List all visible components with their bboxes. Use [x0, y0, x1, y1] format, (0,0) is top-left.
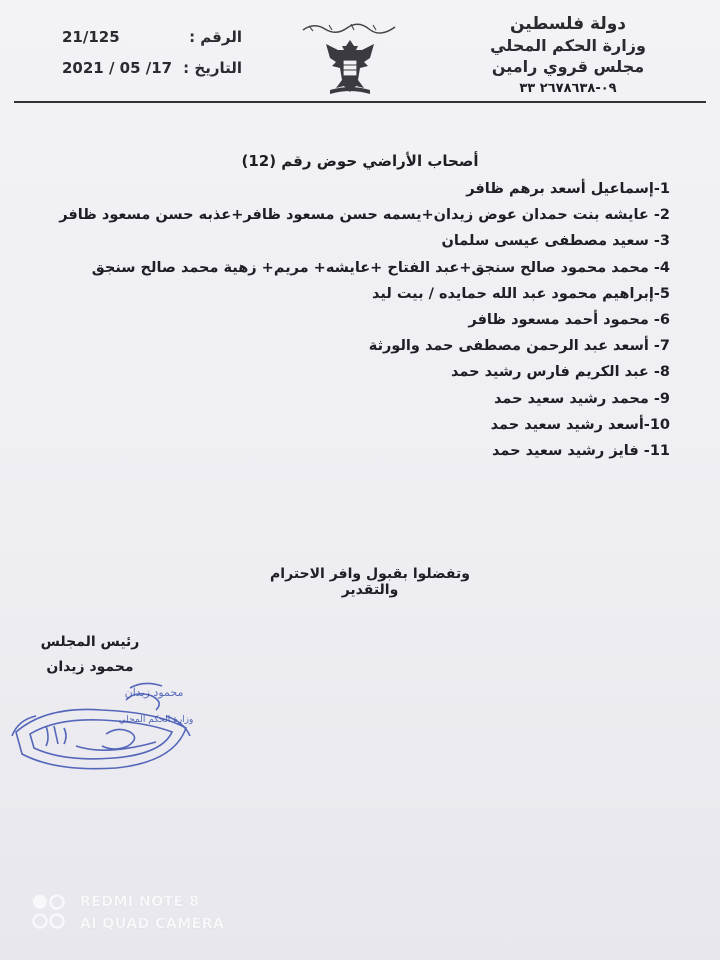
number-value: 21/125	[62, 28, 120, 46]
list-item: 4- محمد محمود صالح سنجق+عبد الفتاح +عايشه+ مريم+ زهية محمد صالح سنجق	[91, 259, 670, 276]
list-item: 1-إسماعيل أسعد برهم ظافر	[466, 181, 670, 197]
date-value: 2021 / 05 /17	[62, 59, 173, 77]
watermark-line-2: AI QUAD CAMERA	[80, 916, 225, 932]
header-divider	[14, 101, 706, 103]
owners-list	[50, 176, 670, 464]
issuer-line-ministry: وزارة الحكم المحلي	[490, 36, 646, 55]
date-label: التاريخ :	[183, 59, 242, 77]
camera-watermark	[30, 888, 224, 938]
list-item: 11- فايز رشيد سعيد حمد	[492, 443, 670, 460]
signatory-role: رئيس المجلس	[40, 634, 140, 650]
list-item: 8- عبد الكريم فارس رشيد حمد	[451, 364, 670, 381]
list-item: 9- محمد رشيد سعيد حمد	[493, 390, 670, 407]
signature-block	[30, 630, 150, 680]
issuer-line-state: دولة فلسطين	[509, 14, 627, 34]
number-label: الرقم :	[189, 28, 242, 46]
issuer-line-council: مجلس قروي رامين	[491, 57, 645, 76]
list-item: 2- عايشه بنت حمدان عوض زيدان+يسمه حسن مسعود ظافر+عذبه حسن مسعود ظافر	[59, 207, 670, 224]
watermark-line-1: REDMI NOTE 8	[80, 894, 200, 910]
issuer-header	[468, 14, 668, 96]
eagle-emblem-icon	[322, 36, 378, 96]
signatory-name: محمود زيدان	[46, 659, 134, 675]
emblem-calligraphy-icon	[299, 20, 399, 34]
list-item: 5-إبراهيم محمود عبد الله حمايده / بيت ليد	[372, 285, 670, 302]
official-stamp-icon	[6, 676, 196, 786]
reference-block	[62, 28, 242, 90]
state-emblem	[294, 20, 404, 98]
list-item: 10-أسعد رشيد سعيد حمد	[490, 416, 670, 433]
camera-lens-logo-icon	[30, 891, 70, 935]
closing-remark: وتفضلوا بقبول وافر الاحترام والتقدير	[270, 566, 470, 598]
list-item: 6- محمود أحمد مسعود ظافر	[468, 312, 670, 329]
document-title: أصحاب الأراضي حوض رقم (12)	[241, 152, 479, 170]
svg-text:وزارة الحكم المحلي: وزارة الحكم المحلي	[118, 715, 194, 725]
list-item: 3- سعيد مصطفى عيسى سلمان	[441, 233, 670, 250]
svg-text:محمود زيدان: محمود زيدان	[124, 686, 184, 699]
list-item: 7- أسعد عبد الرحمن مصطفى حمد والورثة	[368, 338, 670, 355]
issuer-phone: ٠٩-٢٦٧٨٦٣٨ ٣٣	[519, 81, 617, 96]
